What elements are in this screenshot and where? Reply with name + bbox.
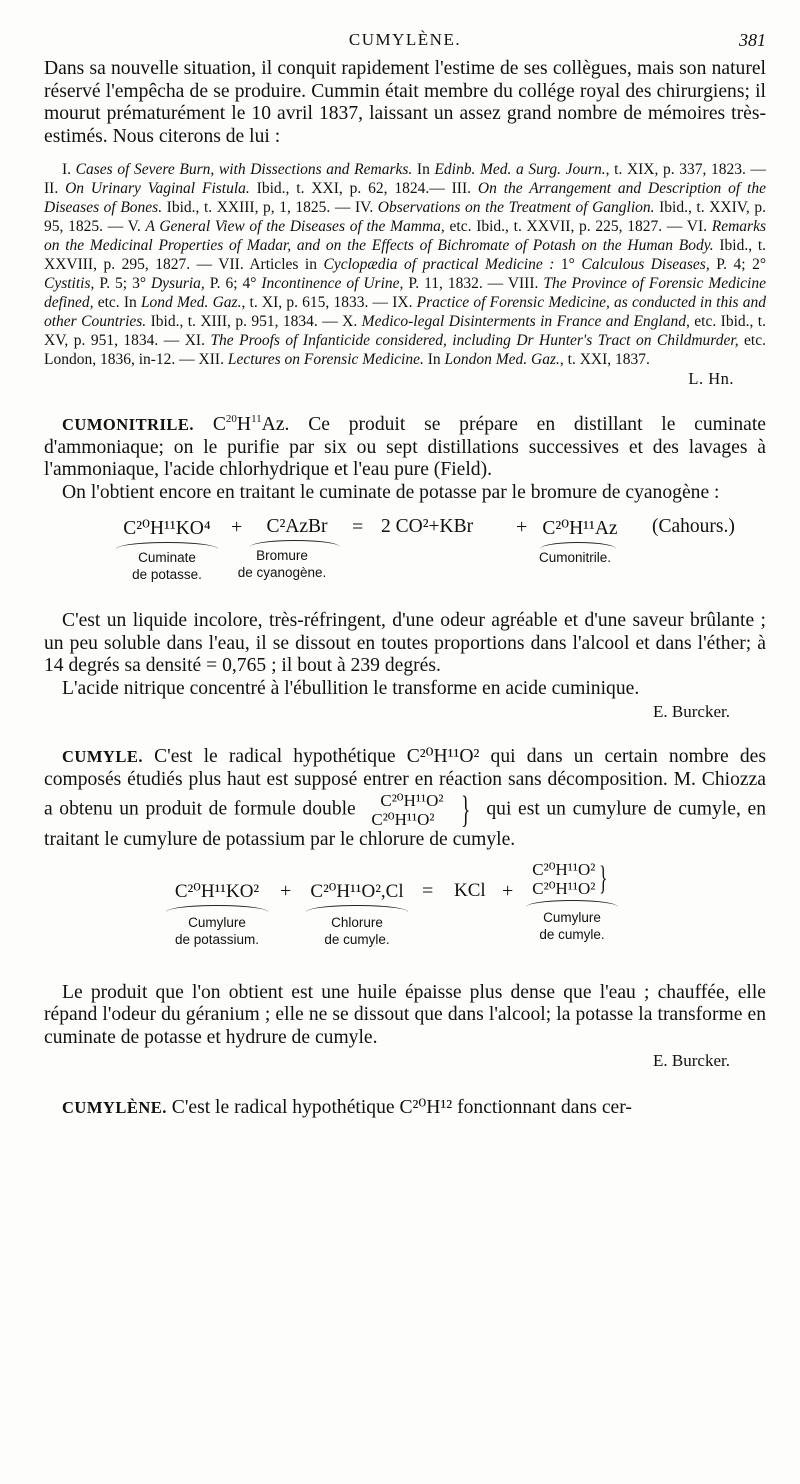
section-cumyle — [44, 746, 766, 1071]
equation-term-cumylure-potassium: C²⁰H¹¹KO² Cumylure de potassium. — [162, 880, 272, 948]
equation-term-cuminate: C²⁰H¹¹KO⁴ Cuminate de potasse. — [112, 516, 222, 583]
equation-term-cumonitrile: C²⁰H¹¹Az Cumonitrile. — [538, 518, 618, 565]
cumonitrile-paragraph-1: CUMONITRILE. $C^{20}H^{11}Az$. Ce produit se prépare en distillant le cuminate d'ammoniaque; on le purifie par six ou sept distillations successives et des lavages à l'ammoniaque, l'acide chlorhydrique et l'eau pure (Field). — [44, 413, 766, 480]
intro-paragraph: Dans sa nouvelle situation, il conquit rapidement l'estime de ses collègues, mais son naturel réservé l'empêcha de se produire. Cummin était membre du collége royal des chirurgiens; il mourut prématurément le 10 avril 1837, laissant un assez grand nombre de mémoires très-estimés. Nous citerons de lui : — [44, 58, 766, 147]
bibliography-signature: L. Hn. — [688, 369, 734, 388]
cumonitrile-equation: C²⁰H¹¹KO⁴ Cuminate de potasse. + C²AzBr Bromure de cyanogène. = 2 CO²+KBr + C²⁰H¹¹Az Cumonitrile. (Cahours.) — [44, 516, 766, 600]
section-cumonitrile — [44, 414, 766, 722]
cumonitrile-signature: E. Burcker. — [653, 702, 730, 721]
cumyle-paragraph-2: Le produit que l'on obtient est une huile épaisse plus dense que l'eau ; chauffée, elle répand l'odeur du géranium ; elle ne se dissout que dans l'alcool; la potasse la transforme en cuminate de potasse et hydrure de cumyle. — [44, 981, 766, 1048]
cumyle-heading: CUMYLE. — [62, 747, 143, 766]
equation-term-products: 2 CO²+KBr — [381, 516, 474, 537]
cumonitrile-paragraph-4: L'acide nitrique concentré à l'ébullition le transforme en acide cuminique. — [62, 677, 640, 699]
cumonitrile-paragraph-2: On l'obtient encore en traitant le cuminate de potasse par le bromure de cyanogène : — [62, 481, 720, 503]
cumyle-signature: E. Burcker. — [653, 1051, 730, 1070]
equation-term-cumylure-cumyle: C²⁰H¹¹O² C²⁰H¹¹O² } Cumylure de cumyle. — [522, 860, 622, 943]
running-header — [44, 30, 766, 58]
cumyle-equation: C²⁰H¹¹KO² Cumylure de potassium. + C²⁰H¹¹O²,Cl Chlorure de cumyle. = KCl + C²⁰H¹¹O² C²⁰H¹¹O² } Cumylure de cumyle. — [44, 860, 766, 964]
cumyle-paragraph-1: CUMYLE. C'est le radical hypothétique C²⁰H¹¹O² qui dans un certain nombre des composés étudiés plus haut est supposé entrer en réaction sans décomposition. M. Chiozza a obtenu un produit de formule double C²⁰H¹¹O² C²⁰H¹¹O² } qui est un cumylure de cumyle, en traitant le cumylure de potassium par le chlorure de cumyle. — [44, 746, 766, 850]
section-cumylene — [44, 1097, 766, 1120]
bibliography — [44, 160, 766, 388]
equation-attribution: (Cahours.) — [652, 516, 735, 537]
cumonitrile-heading: CUMONITRILE. — [62, 415, 195, 434]
equation-term-kcl: KCl — [454, 879, 486, 901]
cumonitrile-paragraph-3: C'est un liquide incolore, très-réfringent, d'une odeur agréable et d'une saveur brûlante ; un peu soluble dans l'eau, il se dissout en toutes proportions dans l'alcool et dans l'éther; à 14 degrés sa densité = 0,765 ; il bout à 239 degrés. — [44, 610, 766, 676]
cumylene-heading: CUMYLÈNE. — [62, 1098, 167, 1117]
equation-term-chlorure: C²⁰H¹¹O²,Cl Chlorure de cumyle. — [302, 880, 412, 948]
double-formula: C²⁰H¹¹O² C²⁰H¹¹O² — [371, 791, 444, 829]
page — [44, 30, 766, 1120]
equation-term-bromure: C²AzBr Bromure de cyanogène. — [220, 516, 344, 581]
bibliography-list: I. Cases of Severe Burn, with Dissections and Remarks. In Edinb. Med. a Surg. Journ., t. XIX, p. 337, 1823. — II. On Urinary Vaginal Fistula. Ibid., t. XXI, p. 62, 1824.— III. On the Arrangement and Description of the Diseases of Bones. Ibid., t. XXIII, p, 1, 1825. — IV. Observations on the Treatment of Ganglion. Ibid., t. XXIV, p. 95, 1825. — V. A General View of the Diseases of the Mamma, etc. Ibid., t. XXVII, p. 225, 1827. — VI. Remarks on the Medicinal Properties of Madar, and on the Effects of Bichromate of Potash on the Human Body. Ibid., t. XXVIII, p. 295, 1827. — VII. Articles in Cyclopædia of practical Medicine : 1° Calculous Diseases, P. 4; 2° Cystitis, P. 5; 3° Dysuria, P. 6; 4° Incontinence of Urine, P. 11, 1832. — VIII. The Province of Forensic Medicine defined, etc. In Lond Med. Gaz., t. XI, p. 615, 1833. — IX. Practice of Forensic Medicine, as conducted in this and other Countries. Ibid., t. XIII, p. 951, 1834. — X. Medico-legal Disinterments in France and England, etc. Ibid., t. XV, p. 951, 1834. — XI. The Proofs of Infanticide considered, including Dr Hunter's Tract on Childmurder, etc. London, 1836, in-12. — XII. Lectures on Forensic Medicine. In London Med. Gaz., t. XXI, 1837. — [44, 161, 767, 368]
page-number: 381 — [739, 30, 766, 50]
running-title: CUMYLÈNE. — [348, 30, 462, 49]
cumylene-paragraph-1: CUMYLÈNE. C'est le radical hypothétique C²⁰H¹² fonctionnant dans cer- — [62, 1097, 632, 1118]
